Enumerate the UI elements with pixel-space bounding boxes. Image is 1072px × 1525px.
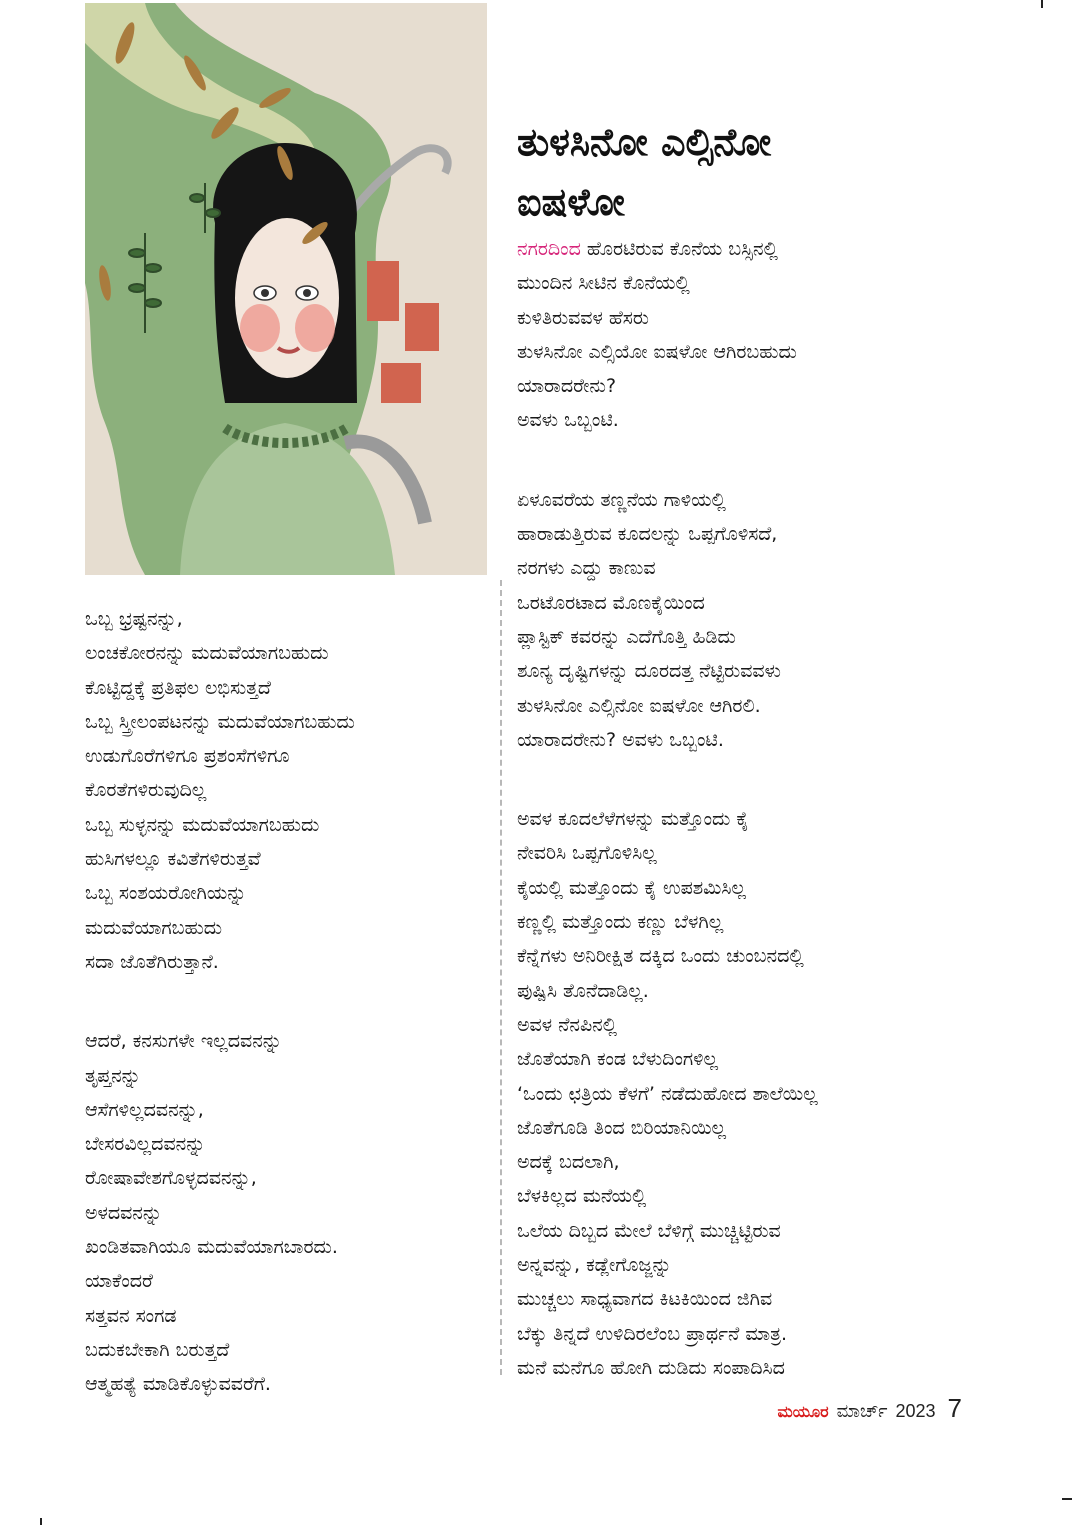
poem-line: ಅದಕ್ಕೆ ಬದಲಾಗಿ, bbox=[517, 1151, 620, 1174]
poem-line: ಕಣ್ಣಲ್ಲಿ ಮತ್ತೊಂದು ಕಣ್ಣು ಬೆಳಗಿಲ್ಲ bbox=[517, 911, 724, 934]
poem-line: ಒಬ್ಬ ಭ್ರಷ್ಟನನ್ನು, bbox=[85, 608, 183, 630]
poem-line: ಆದರೆ, ಕನಸುಗಳೇ ಇಲ್ಲದವನನ್ನು bbox=[85, 1030, 282, 1053]
poem-line: ಲಂಚಕೋರನನ್ನು ಮದುವೆಯಾಗಬಹುದು bbox=[85, 642, 329, 665]
crop-mark-right-bottom bbox=[1062, 1498, 1072, 1500]
page-footer bbox=[778, 1393, 962, 1424]
poem-line: ಹುಸಿಗಳಲ್ಲೂ ಕವಿತೆಗಳಿರುತ್ತವೆ bbox=[85, 848, 261, 871]
issue-month: ಮಾರ್ಚ್ bbox=[836, 1401, 888, 1422]
poem-line: ಬೇಸರವಿಲ್ಲದವನನ್ನು bbox=[85, 1133, 206, 1156]
poem-line: ನೇವರಿಸಿ ಒಪ್ಪಗೊಳಿಸಿಲ್ಲ bbox=[517, 842, 657, 865]
poem-title bbox=[517, 112, 987, 232]
page-number: 7 bbox=[947, 1393, 962, 1423]
title-line: ತುಳಸಿನೋ ಎಲ್ಸಿನೋ bbox=[517, 120, 772, 164]
poem-line: ಅನ್ನವನ್ನು, ಕಡ್ಲೇಗೊಜ್ಜನ್ನು bbox=[517, 1254, 672, 1277]
poem-line: ತೃಪ್ತನನ್ನು bbox=[85, 1064, 141, 1087]
poem-right-column bbox=[517, 232, 997, 1385]
poem-line: ಅವಳು ಒಬ್ಬಂಟಿ. bbox=[517, 409, 619, 432]
title-line: ಐಷಳೋ bbox=[517, 180, 625, 224]
issue-year: 2023 bbox=[895, 1401, 936, 1421]
poem-line: ಹಾರಾಡುತ್ತಿರುವ ಕೂದಲನ್ನು ಒಪ್ಪಗೊಳಿಸದೆ, bbox=[517, 523, 778, 546]
poem-line: ಯಾಕೆಂದರೆ bbox=[85, 1270, 153, 1293]
poem-line: ಬೆಳಕಿಲ್ಲದ ಮನೆಯಲ್ಲಿ bbox=[517, 1185, 647, 1208]
poem-line: ಒಲೆಯ ದಿಬ್ಬದ ಮೇಲೆ ಬೆಳಿಗ್ಗೆ ಮುಚ್ಚಿಟ್ಟಿರುವ bbox=[517, 1219, 781, 1242]
poem-line: ನರಗಳು ಎದ್ದು ಕಾಣುವ bbox=[517, 557, 656, 580]
poem-line: ಕೊಟ್ಟಿದ್ದಕ್ಕೆ ಪ್ರತಿಫಲ ಲಭಿಸುತ್ತದೆ bbox=[85, 676, 271, 699]
poem-line: ಖಂಡಿತವಾಗಿಯೂ ಮದುವೆಯಾಗಬಾರದು. bbox=[85, 1236, 338, 1259]
poem-line: ಬದುಕಬೇಕಾಗಿ ಬರುತ್ತದೆ bbox=[85, 1338, 230, 1361]
poem-line: ಒಬ್ಬ ಸ್ತ್ರೀಲಂಪಟನನ್ನು ಮದುವೆಯಾಗಬಹುದು bbox=[85, 710, 355, 733]
poem-line: ಆಸೆಗಳಿಲ್ಲದವನನ್ನು, bbox=[85, 1098, 204, 1121]
poem-line: ಮುಚ್ಚಲು ಸಾಧ್ಯವಾಗದ ಕಿಟಕಿಯಿಂದ ಜಿಗಿವ bbox=[517, 1288, 773, 1311]
poem-line: ಪುಷ್ಪಿಸಿ ತೊನೆದಾಡಿಲ್ಲ. bbox=[517, 979, 649, 1002]
poem-line bbox=[517, 232, 997, 266]
poem-line: ಒರಟೊರಟಾದ ಮೊಣಕೈಯಿಂದ bbox=[517, 591, 705, 614]
poem-line-text: ಹೊರಟಿರುವ ಕೊನೆಯ ಬಸ್ಸಿನಲ್ಲಿ bbox=[580, 238, 778, 260]
magazine-brand: ಮಯೂರ bbox=[777, 1402, 829, 1421]
poem-line: ಮನೆ ಮನೆಗೂ ಹೋಗಿ ದುಡಿದು ಸಂಪಾದಿಸಿದ bbox=[517, 1356, 785, 1379]
poem-line: ಕುಳಿತಿರುವವಳ ಹೆಸರು bbox=[517, 306, 649, 329]
poem-line: ಪ್ಲಾಸ್ಟಿಕ್ ಕವರನ್ನು ಎದೆಗೊತ್ತಿ ಹಿಡಿದು bbox=[517, 625, 736, 648]
poem-line: ರೋಷಾವೇಶಗೊಳ್ಳದವನನ್ನು, bbox=[85, 1167, 257, 1190]
crop-mark-left-bottom bbox=[40, 1518, 42, 1525]
poem-line: ಜೊತೆಗೂಡಿ ತಿಂದ ಬಿರಿಯಾನಿಯಿಲ್ಲ bbox=[517, 1116, 727, 1139]
poem-opening-word: ನಗರದಿಂದ bbox=[517, 238, 581, 260]
poem-line: ತುಳಸಿನೋ ಎಲ್ಸಿಯೋ ಐಷಳೋ ಆಗಿರಬಹುದು bbox=[517, 340, 797, 363]
poem-line: ಒಬ್ಬ ಸುಳ್ಳನನ್ನು ಮದುವೆಯಾಗಬಹುದು bbox=[85, 813, 320, 836]
poem-line: ಬೆಕ್ಕು ತಿನ್ನದೆ ಉಳಿದಿರಲೆಂಬ ಪ್ರಾರ್ಥನೆ ಮಾತ್ರ. bbox=[517, 1322, 787, 1345]
poem-line: ಮದುವೆಯಾಗಬಹುದು bbox=[85, 916, 223, 939]
poem-line: ಜೊತೆಯಾಗಿ ಕಂಡ ಬೆಳುದಿಂಗಳಿಲ್ಲ bbox=[517, 1048, 719, 1071]
poem-line: ಯಾರಾದರೇನು? ಅವಳು ಒಬ್ಬಂಟಿ. bbox=[517, 728, 724, 751]
poem-illustration bbox=[85, 3, 487, 575]
poem-line: ಅವಳ ನೆನಪಿನಲ್ಲಿ bbox=[517, 1013, 618, 1036]
poem-line: ಸತ್ತವನ ಸಂಗಡ bbox=[85, 1304, 177, 1327]
poem-line: ಶೂನ್ಯ ದೃಷ್ಟಿಗಳನ್ನು ದೂರದತ್ತ ನೆಟ್ಟಿರುವವಳು bbox=[517, 660, 781, 683]
poem-line: ಒಬ್ಬ ಸಂಶಯರೋಗಿಯನ್ನು bbox=[85, 882, 247, 905]
crop-mark-top bbox=[1041, 0, 1043, 8]
poem-line: ಯಾರಾದರೇನು? bbox=[517, 375, 617, 398]
column-divider bbox=[500, 580, 502, 1375]
poem-line: ಕೆನ್ನೆಗಳು ಅನಿರೀಕ್ಷಿತ ದಕ್ಕಿದ ಒಂದು ಚುಂಬನದಲ್ಲಿ bbox=[517, 945, 804, 968]
poem-line: ಏಳೂವರೆಯ ತಣ್ಣನೆಯ ಗಾಳಿಯಲ್ಲಿ bbox=[517, 488, 726, 511]
poem-line: ಅಳದವನನ್ನು bbox=[85, 1201, 163, 1224]
poem-line: ಮುಂದಿನ ಸೀಟಿನ ಕೊನೆಯಲ್ಲಿ bbox=[517, 272, 690, 295]
poem-line: ಉಡುಗೊರೆಗಳಿಗೂ ಪ್ರಶಂಸೆಗಳಿಗೂ bbox=[85, 745, 290, 768]
poem-line: ಆತ್ಮಹತ್ಯೆ ಮಾಡಿಕೊಳ್ಳುವವರೆಗೆ. bbox=[85, 1373, 271, 1396]
poem-line: ಕೊರತೆಗಳಿರುವುದಿಲ್ಲ bbox=[85, 779, 207, 802]
poem-line: ಅವಳ ಕೂದಲೆಳೆಗಳನ್ನು ಮತ್ತೊಂದು ಕೈ bbox=[517, 808, 749, 831]
poem-line: ತುಳಸಿನೋ ಎಲ್ಸಿನೋ ಐಷಳೋ ಆಗಿರಲಿ. bbox=[517, 694, 761, 717]
poem-line: ಸದಾ ಜೊತೆಗಿರುತ್ತಾನೆ. bbox=[85, 950, 219, 973]
poem-line: ಕೈಯಲ್ಲಿ ಮತ್ತೊಂದು ಕೈ ಉಪಶಮಿಸಿಲ್ಲ bbox=[517, 876, 747, 899]
poem-line: ‘ಒಂದು ಛತ್ರಿಯ ಕೆಳಗೆ’ ನಡೆದುಹೋದ ಶಾಲೆಯಿಲ್ಲ bbox=[517, 1082, 818, 1105]
poem-left-column bbox=[85, 602, 495, 1402]
